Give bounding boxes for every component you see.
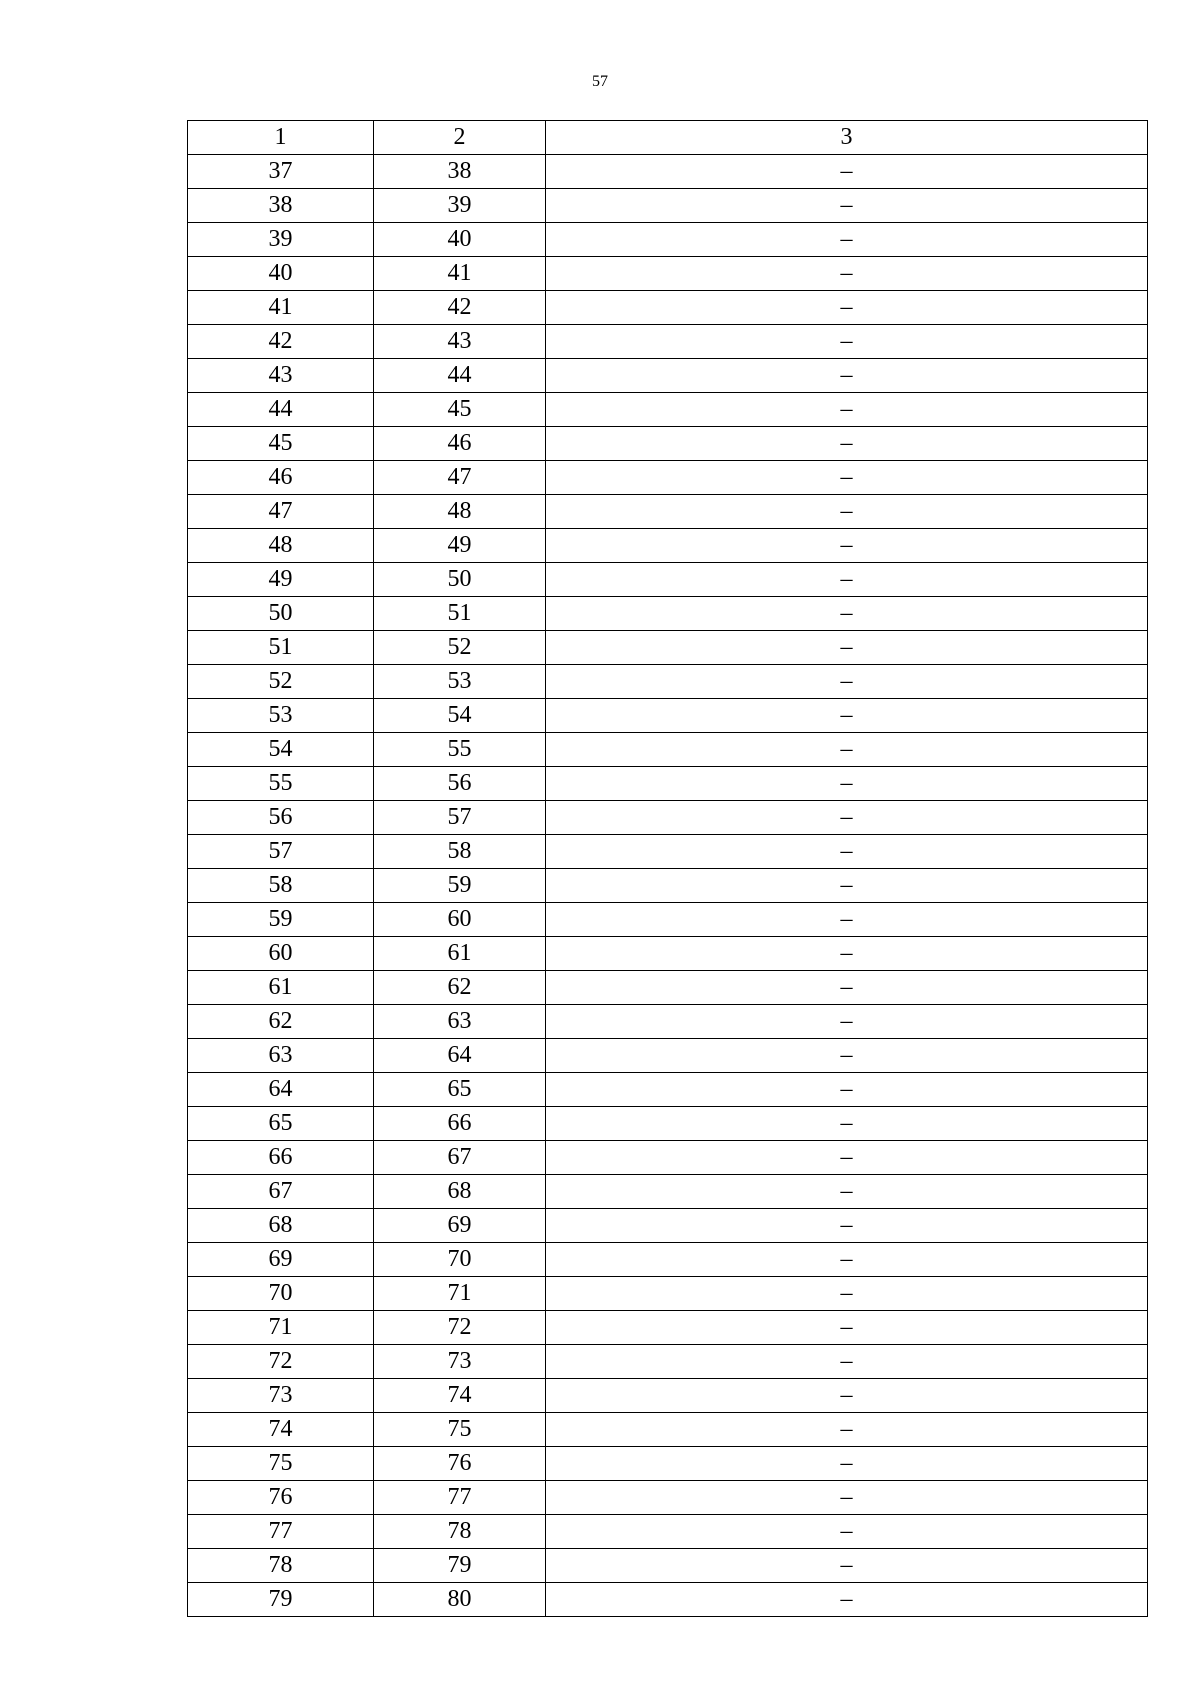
cell-col-3: – [546,257,1148,291]
table-row [188,291,1148,325]
cell-col-1: 49 [188,563,374,597]
cell-col-2: 77 [374,1481,546,1515]
cell-col-1: 63 [188,1039,374,1073]
cell-col-3: – [546,733,1148,767]
cell-col-2: 41 [374,257,546,291]
cell-col-1: 75 [188,1447,374,1481]
cell-col-2: 74 [374,1379,546,1413]
cell-col-2: 78 [374,1515,546,1549]
table-row [188,1209,1148,1243]
cell-col-3: – [546,1549,1148,1583]
cell-col-1: 64 [188,1073,374,1107]
cell-col-2: 48 [374,495,546,529]
cell-col-1: 72 [188,1345,374,1379]
cell-col-1: 52 [188,665,374,699]
table-row [188,869,1148,903]
cell-col-2: 59 [374,869,546,903]
cell-col-1: 62 [188,1005,374,1039]
cell-col-1: 40 [188,257,374,291]
cell-col-1: 53 [188,699,374,733]
table-row [188,1073,1148,1107]
cell-col-3: – [546,529,1148,563]
cell-col-3: – [546,1515,1148,1549]
cell-col-2: 76 [374,1447,546,1481]
cell-col-1: 55 [188,767,374,801]
cell-col-3: – [546,1243,1148,1277]
cell-col-2: 68 [374,1175,546,1209]
table-row [188,1515,1148,1549]
table-row [188,495,1148,529]
cell-col-3: – [546,359,1148,393]
table-row [188,903,1148,937]
table-body [188,121,1148,1617]
cell-col-3: – [546,1345,1148,1379]
cell-col-1: 39 [188,223,374,257]
cell-col-2: 54 [374,699,546,733]
table-row [188,1583,1148,1617]
cell-col-2: 79 [374,1549,546,1583]
cell-col-2: 57 [374,801,546,835]
table-row [188,257,1148,291]
cell-col-1: 59 [188,903,374,937]
cell-col-1: 68 [188,1209,374,1243]
cell-col-1: 77 [188,1515,374,1549]
data-table [187,120,1148,1617]
table-row [188,597,1148,631]
cell-col-2: 69 [374,1209,546,1243]
column-header-1: 1 [188,121,374,155]
cell-col-2: 44 [374,359,546,393]
table-row [188,937,1148,971]
cell-col-3: – [546,1277,1148,1311]
cell-col-1: 61 [188,971,374,1005]
table-row [188,1005,1148,1039]
cell-col-3: – [546,937,1148,971]
table-row [188,1107,1148,1141]
cell-col-1: 65 [188,1107,374,1141]
cell-col-1: 60 [188,937,374,971]
cell-col-2: 38 [374,155,546,189]
cell-col-2: 45 [374,393,546,427]
table-row [188,631,1148,665]
cell-col-2: 47 [374,461,546,495]
table-row [188,1141,1148,1175]
cell-col-3: – [546,699,1148,733]
cell-col-1: 56 [188,801,374,835]
cell-col-2: 71 [374,1277,546,1311]
cell-col-1: 69 [188,1243,374,1277]
cell-col-2: 52 [374,631,546,665]
cell-col-3: – [546,223,1148,257]
cell-col-1: 70 [188,1277,374,1311]
cell-col-1: 71 [188,1311,374,1345]
table-row [188,1311,1148,1345]
cell-col-2: 66 [374,1107,546,1141]
cell-col-3: – [546,1583,1148,1617]
cell-col-1: 58 [188,869,374,903]
cell-col-2: 72 [374,1311,546,1345]
cell-col-1: 37 [188,155,374,189]
cell-col-1: 44 [188,393,374,427]
cell-col-2: 64 [374,1039,546,1073]
cell-col-3: – [546,1379,1148,1413]
cell-col-1: 50 [188,597,374,631]
cell-col-3: – [546,597,1148,631]
cell-col-3: – [546,1209,1148,1243]
cell-col-1: 57 [188,835,374,869]
table-row [188,1277,1148,1311]
cell-col-1: 45 [188,427,374,461]
table-row [188,427,1148,461]
cell-col-2: 62 [374,971,546,1005]
table-row [188,1549,1148,1583]
cell-col-2: 51 [374,597,546,631]
table-row [188,189,1148,223]
table-row [188,1379,1148,1413]
cell-col-3: – [546,291,1148,325]
table-row [188,1243,1148,1277]
table-row [188,359,1148,393]
cell-col-3: – [546,869,1148,903]
cell-col-2: 80 [374,1583,546,1617]
table-row [188,393,1148,427]
cell-col-3: – [546,835,1148,869]
cell-col-3: – [546,1005,1148,1039]
table-row [188,461,1148,495]
table-row [188,223,1148,257]
cell-col-3: – [546,427,1148,461]
cell-col-2: 75 [374,1413,546,1447]
cell-col-3: – [546,801,1148,835]
cell-col-3: – [546,1447,1148,1481]
cell-col-3: – [546,1141,1148,1175]
cell-col-2: 42 [374,291,546,325]
page-number: 57 [592,73,608,90]
cell-col-3: – [546,903,1148,937]
cell-col-1: 67 [188,1175,374,1209]
cell-col-3: – [546,1481,1148,1515]
cell-col-1: 79 [188,1583,374,1617]
cell-col-3: – [546,155,1148,189]
cell-col-3: – [546,665,1148,699]
cell-col-1: 47 [188,495,374,529]
cell-col-1: 54 [188,733,374,767]
cell-col-3: – [546,461,1148,495]
cell-col-1: 73 [188,1379,374,1413]
cell-col-3: – [546,1413,1148,1447]
cell-col-3: – [546,631,1148,665]
cell-col-3: – [546,767,1148,801]
table-row [188,1481,1148,1515]
cell-col-1: 48 [188,529,374,563]
cell-col-2: 49 [374,529,546,563]
table-row [188,665,1148,699]
cell-col-2: 60 [374,903,546,937]
cell-col-1: 41 [188,291,374,325]
cell-col-1: 46 [188,461,374,495]
cell-col-2: 67 [374,1141,546,1175]
table-row [188,1413,1148,1447]
cell-col-1: 78 [188,1549,374,1583]
cell-col-2: 55 [374,733,546,767]
table-row [188,733,1148,767]
cell-col-2: 40 [374,223,546,257]
table-row [188,699,1148,733]
cell-col-2: 50 [374,563,546,597]
cell-col-3: – [546,1107,1148,1141]
table-row [188,767,1148,801]
table-row [188,835,1148,869]
table-row [188,155,1148,189]
cell-col-1: 43 [188,359,374,393]
cell-col-3: – [546,563,1148,597]
table-row [188,1039,1148,1073]
cell-col-3: – [546,189,1148,223]
cell-col-3: – [546,393,1148,427]
table-row [188,1345,1148,1379]
cell-col-2: 39 [374,189,546,223]
table-row [188,1447,1148,1481]
cell-col-2: 61 [374,937,546,971]
cell-col-3: – [546,1175,1148,1209]
column-header-3: 3 [546,121,1148,155]
cell-col-1: 66 [188,1141,374,1175]
cell-col-1: 51 [188,631,374,665]
cell-col-1: 76 [188,1481,374,1515]
cell-col-2: 58 [374,835,546,869]
cell-col-3: – [546,1311,1148,1345]
cell-col-2: 43 [374,325,546,359]
table-row [188,529,1148,563]
cell-col-3: – [546,495,1148,529]
column-header-2: 2 [374,121,546,155]
table-row [188,1175,1148,1209]
cell-col-2: 53 [374,665,546,699]
cell-col-3: – [546,971,1148,1005]
cell-col-1: 38 [188,189,374,223]
cell-col-2: 56 [374,767,546,801]
cell-col-3: – [546,1039,1148,1073]
table-row [188,801,1148,835]
cell-col-1: 74 [188,1413,374,1447]
cell-col-3: – [546,325,1148,359]
cell-col-2: 73 [374,1345,546,1379]
cell-col-3: – [546,1073,1148,1107]
cell-col-2: 70 [374,1243,546,1277]
table-row [188,325,1148,359]
header-row [188,121,1148,155]
table-row [188,971,1148,1005]
cell-col-2: 46 [374,427,546,461]
table-row [188,563,1148,597]
cell-col-2: 65 [374,1073,546,1107]
cell-col-2: 63 [374,1005,546,1039]
cell-col-1: 42 [188,325,374,359]
